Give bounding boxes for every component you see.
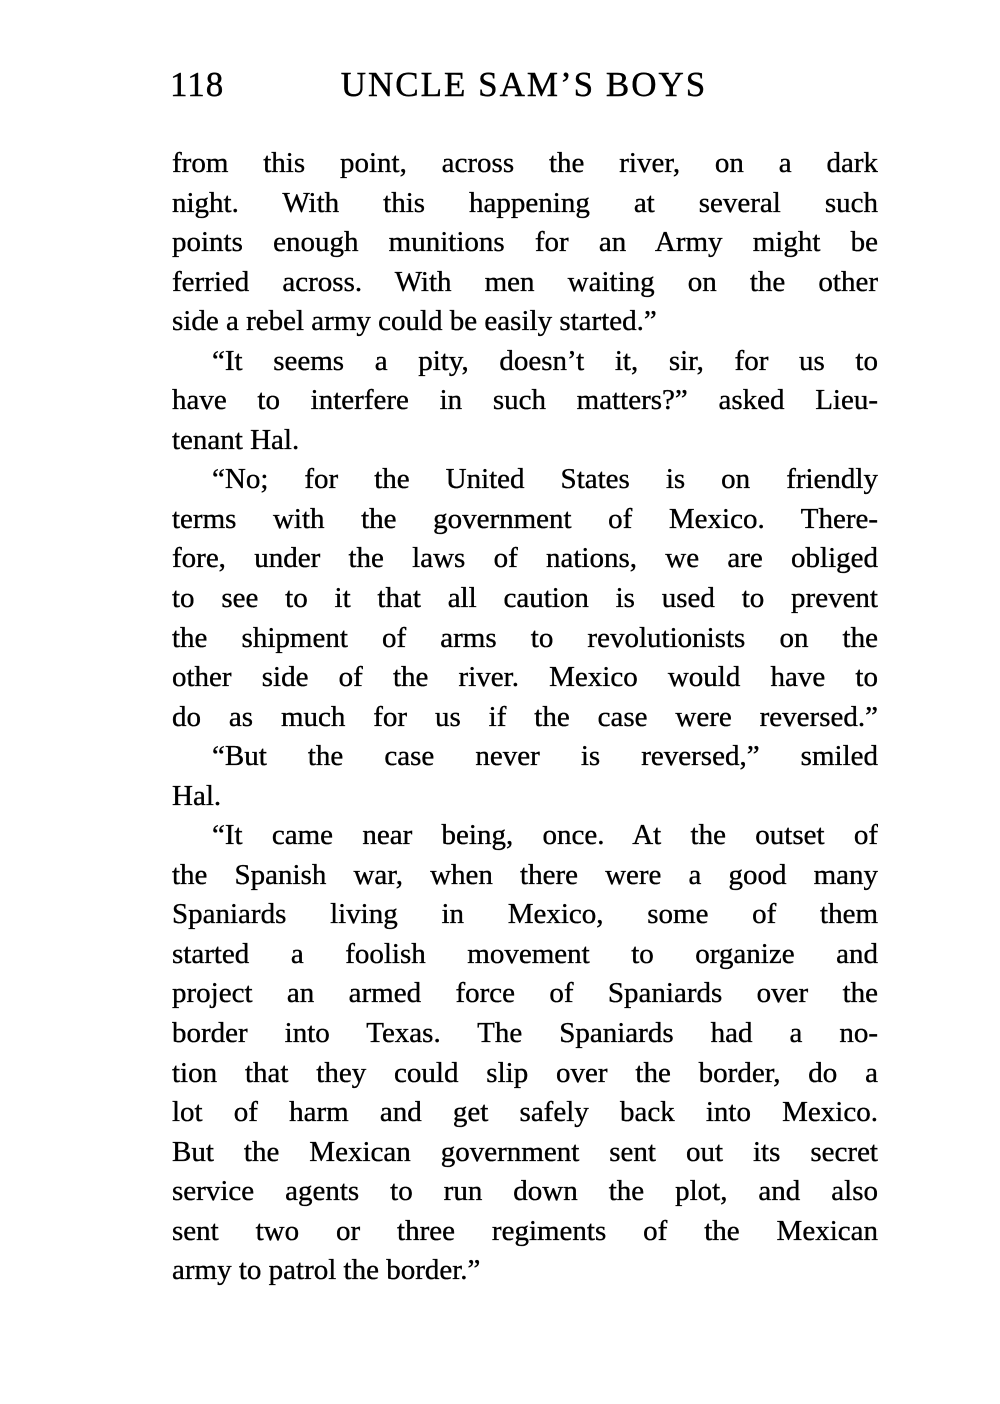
body-text — [172, 144, 878, 1291]
text-line: border into Texas. The Spaniards had a no- — [172, 1017, 878, 1050]
text-line: But the Mexican government sent out its secret — [172, 1135, 878, 1168]
text-line: sent two or three regiments of the Mexican — [172, 1214, 878, 1247]
text-line: to see to it that all caution is used to prevent — [172, 582, 878, 615]
text-line: other side of the river. Mexico would have to — [172, 661, 878, 694]
page-header — [170, 64, 878, 106]
text-line: started a foolish movement to organize and — [172, 937, 878, 970]
text-line: the shipment of arms to revolutionists on the — [172, 621, 878, 654]
text-line: lot of harm and get safely back into Mexico. — [172, 1096, 878, 1129]
text-line: fore, under the laws of nations, we are obliged — [172, 542, 878, 575]
text-line: tion that they could slip over the border, do a — [172, 1056, 878, 1089]
text-line: Hal. — [172, 779, 222, 812]
text-line: night. With this happening at several such — [172, 186, 878, 219]
text-line: do as much for us if the case were reversed.” — [172, 700, 878, 733]
text-line: service agents to run down the plot, and also — [172, 1175, 878, 1208]
text-line: side a rebel army could be easily started.” — [172, 305, 657, 338]
text-line: points enough munitions for an Army might be — [172, 226, 878, 259]
text-line: have to interfere in such matters?” asked Lieu- — [172, 384, 878, 417]
text-line: tenant Hal. — [172, 423, 300, 456]
text-line: terms with the government of Mexico. There- — [172, 502, 878, 535]
text-line: project an armed force of Spaniards over the — [172, 977, 878, 1010]
text-line: “It seems a pity, doesn’t it, sir, for us to — [212, 344, 878, 377]
text-line: from this point, across the river, on a dark — [172, 147, 878, 179]
text-line: ferried across. With men waiting on the other — [172, 265, 878, 298]
text-line: army to patrol the border.” — [172, 1254, 481, 1287]
running-header-title: UNCLE SAM’S BOYS — [340, 65, 708, 104]
text-line: “No; for the United States is on friendly — [212, 463, 878, 496]
text-line: “It came near being, once. At the outset of — [212, 819, 878, 852]
text-line: Spaniards living in Mexico, some of them — [172, 898, 878, 931]
text-line: “But the case never is reversed,” smiled — [212, 740, 878, 773]
text-line: the Spanish war, when there were a good many — [172, 858, 878, 891]
page-number: 118 — [170, 65, 225, 104]
